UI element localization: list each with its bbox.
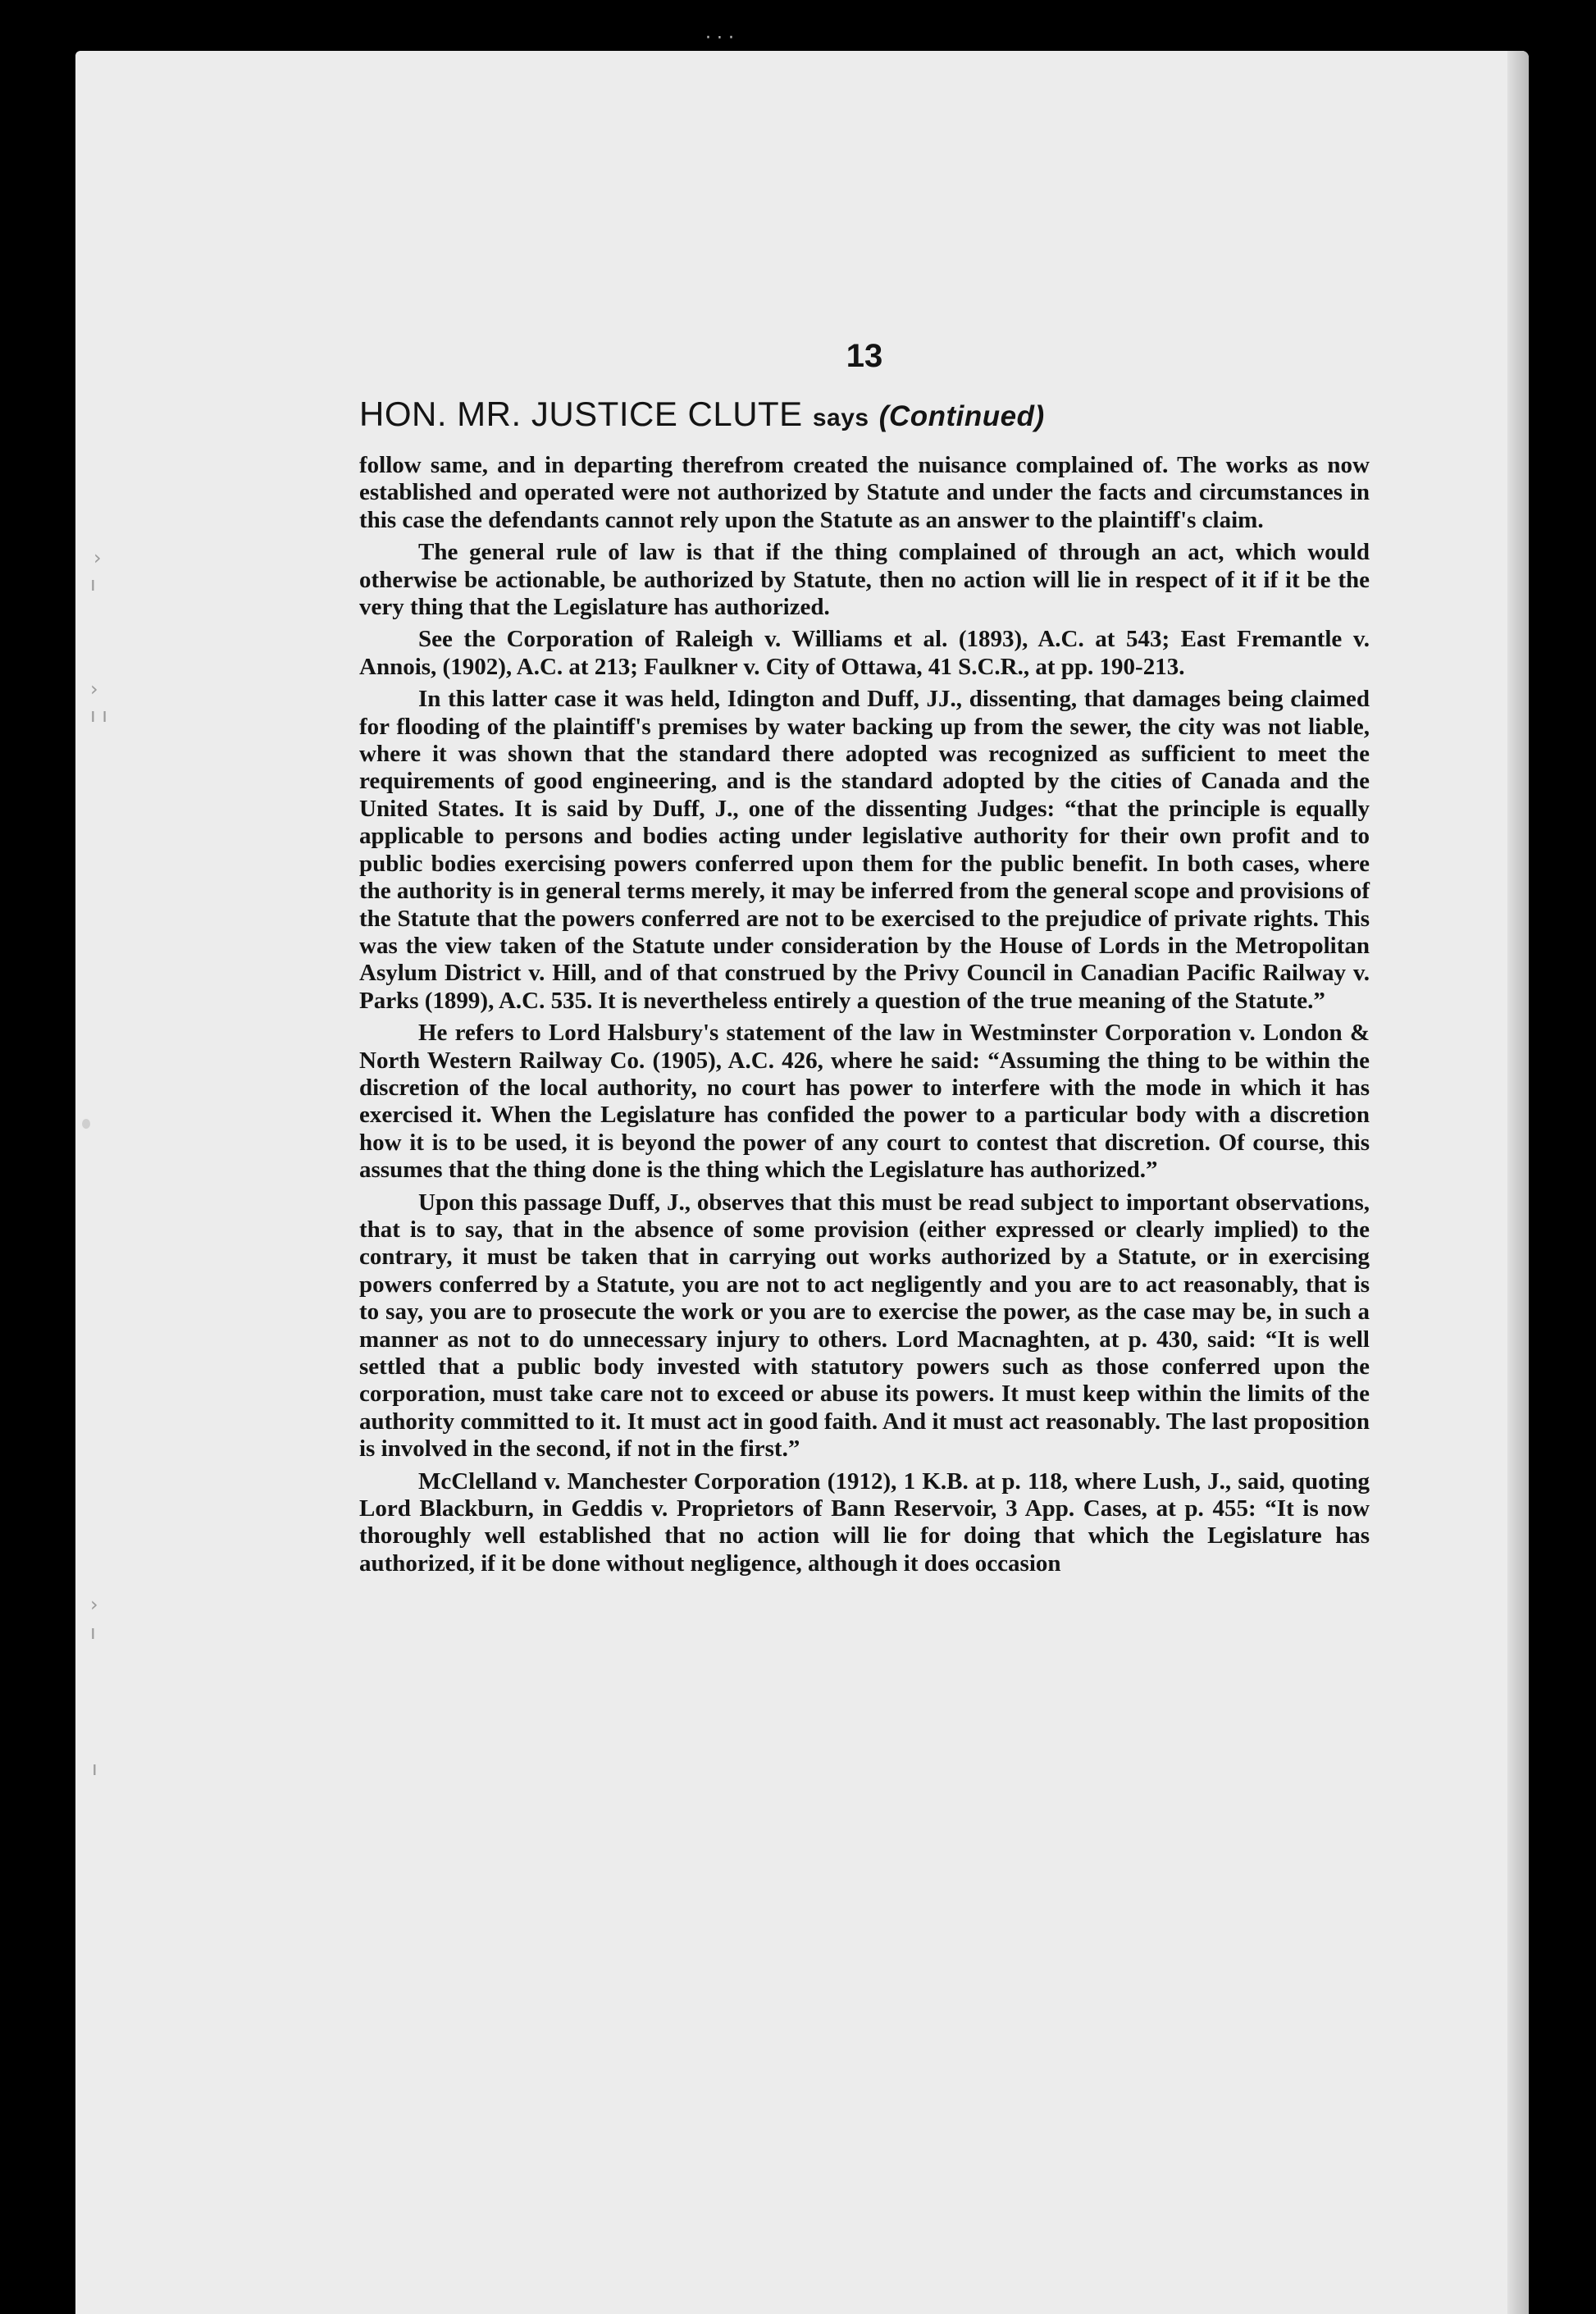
paragraph: McClelland v. Manchester Corporation (1912), 1 K.B. at p. 118, where Lush, J., said, quoting Lord Blackburn, in Geddis v. Proprietors of Bann Reservoir, 3 App. Cases, at p. 455: “It is now thoroughly well established that no action will lie for doing that which the Legislature has authorized, if it be done without negligence, although it does occasion [359,1467,1370,1577]
paragraph: Upon this passage Duff, J., observes that this must be read subject to important observations, that is to say, that in the absence of some provision (either expressed or clearly implied) to the contrary, it must be taken that in carrying out works authorized by a Statute, or in exercising powers conferred by a Statute, you are not to act negligently and you are to act reasonably, that is to say, you are to prosecute the work or you are to exercise the power, as the case may be, in such a manner as not to do unnecessary injury to others. Lord Macnaghten, at p. 430, said: “It is well settled that a public body invested with statutory powers such as those conferred upon the corporation, must take care not to exceed or abuse its powers. It must keep within the limits of the authority committed to it. It must act in good faith. And it must act reasonably. The last proposition is involved in the second, if not in the first.” [359,1189,1370,1463]
margin-mark: ı [90,573,96,596]
page-number: 13 [846,338,883,374]
paragraph: In this latter case it was held, Idington and Duff, JJ., dissenting, that damages being claimed for flooding of the plaintiff's premises by water backing up from the sewer, the city was not liable, where it was shown that the standard there adopted was recognized as sufficient to meet the requirements of good engineering, and is the standard adopted by the cities of Canada and the United States. It is said by Duff, J., one of the dissenting Judges: “that the principle is equally applicable to persons and bodies acting under legislative authority for their own profit and to public bodies exercising powers conferred upon them for the public benefit. In both cases, where the authority is in general terms merely, it may be inferred from the general scope and provisions of the Statute that the powers conferred are not to be exercised to the prejudice of private rights. This was the view taken of the Statute under consideration by the House of Lords in the Metropolitan Asylum District v. Hill, and of that construed by the Privy Council in Canadian Pacific Railway v. Parks (1899), A.C. 535. It is nevertheless entirely a question of the true meaning of the Statute.” [359,686,1370,1014]
margin-mark: ı ı [90,704,107,727]
body-text [359,452,1370,1577]
scan-specks: · ⋅ · [705,28,734,48]
paragraph: follow same, and in departing therefrom created the nuisance complained of. The works as now established and operated were not authorized by Statute and under the facts and circumstances in this case the defendants cannot rely upon the Statute as an answer to the plaintiff's claim. [359,452,1370,533]
paragraph: He refers to Lord Halsbury's statement of the law in Westminster Corporation v. London & North Western Railway Co. (1905), A.C. 426, where he said: “Assuming the thing to be within the discretion of the local authority, no court has power to interfere with the mode in which it has exercised it. When the Legislature has confided the power to a particular body with a discretion how it is to be used, it is beyond the power of any court to contest that discretion. Of course, this assumes that the thing done is the thing which the Legislature has authorized.” [359,1020,1370,1184]
section-heading [359,395,1370,434]
heading-says: says [812,404,869,431]
margin-mark: › [90,678,98,701]
margin-mark: › [93,546,102,569]
margin-mark: ı [90,1621,96,1644]
margin-mark: › [90,1593,98,1616]
page-content [359,338,1370,1582]
paragraph: See the Corporation of Raleigh v. Williams et al. (1893), A.C. at 543; East Fremantle v. Annois, (1902), A.C. at 213; Faulkner v. City of Ottawa, 41 S.C.R., at pp. 190-213. [359,626,1370,680]
paragraph: The general rule of law is that if the thing complained of through an act, which would otherwise be actionable, be authorized by Statute, then no action will lie in respect of it if it be the very thing that the Legislature has authorized. [359,539,1370,621]
document-page [75,51,1529,2314]
page-edge-shadow [1507,51,1529,2314]
heading-name: HON. MR. JUSTICE CLUTE [359,395,803,433]
margin-dot [82,1119,90,1129]
margin-mark: ı [92,1757,98,1780]
heading-continued: (Continued) [878,400,1045,432]
